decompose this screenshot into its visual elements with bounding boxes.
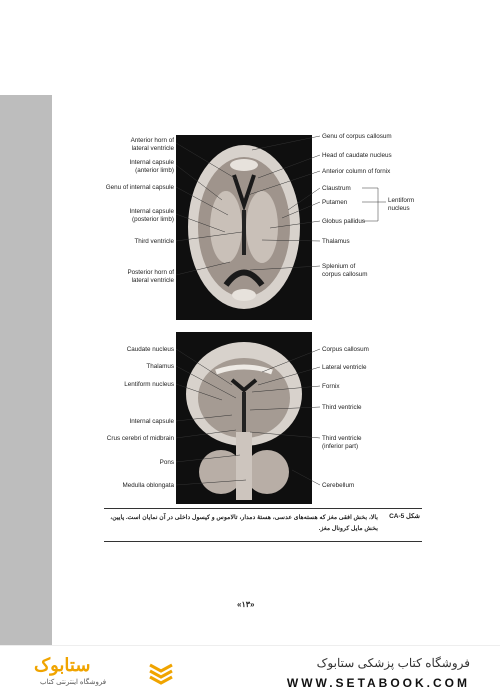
label-claustrum: Claustrum (322, 185, 351, 192)
label-genu-corpus-callosum: Genu of corpus callosum (322, 133, 392, 140)
store-footer-banner (0, 645, 500, 700)
caption-top-rule (104, 508, 422, 509)
label-crus-cerebri: Crus cerebri of midbrain (106, 435, 174, 442)
brain-coronal-section-image (176, 332, 312, 504)
figure-caption (104, 508, 422, 542)
label-pons: Pons (159, 459, 174, 466)
label-caudate-nucleus: Caudate nucleus (126, 346, 174, 353)
book-stack-logo-icon (148, 659, 174, 685)
label-third-ventricle-top: Third ventricle (134, 238, 174, 245)
store-url-link[interactable]: WWW.SETABOOK.COM (286, 676, 470, 690)
label-anterior-column-fornix: Anterior column of fornix (322, 168, 391, 175)
store-logo-wordmark: ستابوک (34, 655, 91, 675)
label-internal-capsule: Internal capsule (129, 418, 174, 425)
footer-divider (0, 645, 500, 646)
brain-horizontal-section-image (176, 135, 312, 320)
label-putamen: Putamen (322, 199, 348, 206)
caption-text: بالا، بخش افقی مغز که هسته‌های عدسی، هستهٔ دمدار، تالاموس و کپسول داخلی در آن نمایان است. پایین، بخش مایل کرونال مغز. (110, 514, 378, 532)
figure-number: شکل CA-5 (389, 513, 420, 520)
label-globus-pallidus: Globus pallidus (322, 218, 366, 225)
label-anterior-horn: Anterior horn of lateral ventricle (130, 137, 174, 152)
label-thalamus-top: Thalamus (322, 238, 350, 245)
label-third-ventricle-inferior: Third ventricle (inferior part) (322, 435, 362, 450)
label-thalamus-bottom: Thalamus (146, 363, 174, 370)
store-logo-subtitle: فروشگاه اینترنتی کتاب (40, 679, 107, 686)
label-internal-capsule-posterior: Internal capsule (posterior limb) (129, 208, 174, 223)
label-lentiform-nucleus-group: Lentiform nucleus (388, 197, 415, 212)
label-third-ventricle-bottom: Third ventricle (322, 404, 362, 411)
label-lateral-ventricle: Lateral ventricle (322, 364, 367, 371)
label-internal-capsule-anterior: Internal capsule (anterior limb) (129, 159, 174, 174)
caption-bottom-rule (104, 541, 422, 542)
page-side-tab (0, 95, 52, 645)
label-cerebellum: Cerebellum (322, 482, 355, 489)
label-genu-internal-capsule: Genu of internal capsule (105, 184, 174, 191)
label-medulla-oblongata: Medulla oblongata (122, 482, 174, 489)
label-splenium: Splenium of corpus callosum (322, 263, 368, 278)
label-head-caudate: Head of caudate nucleus (322, 152, 392, 159)
label-fornix: Fornix (322, 383, 340, 390)
label-lentiform-nucleus: Lentiform nucleus (124, 381, 174, 388)
label-posterior-horn: Posterior horn of lateral ventricle (127, 269, 174, 284)
label-corpus-callosum: Corpus callosum (322, 346, 369, 353)
page-number: «۱۳» (237, 600, 255, 609)
store-title: فروشگاه کتاب پزشکی ستابوک (316, 656, 470, 670)
